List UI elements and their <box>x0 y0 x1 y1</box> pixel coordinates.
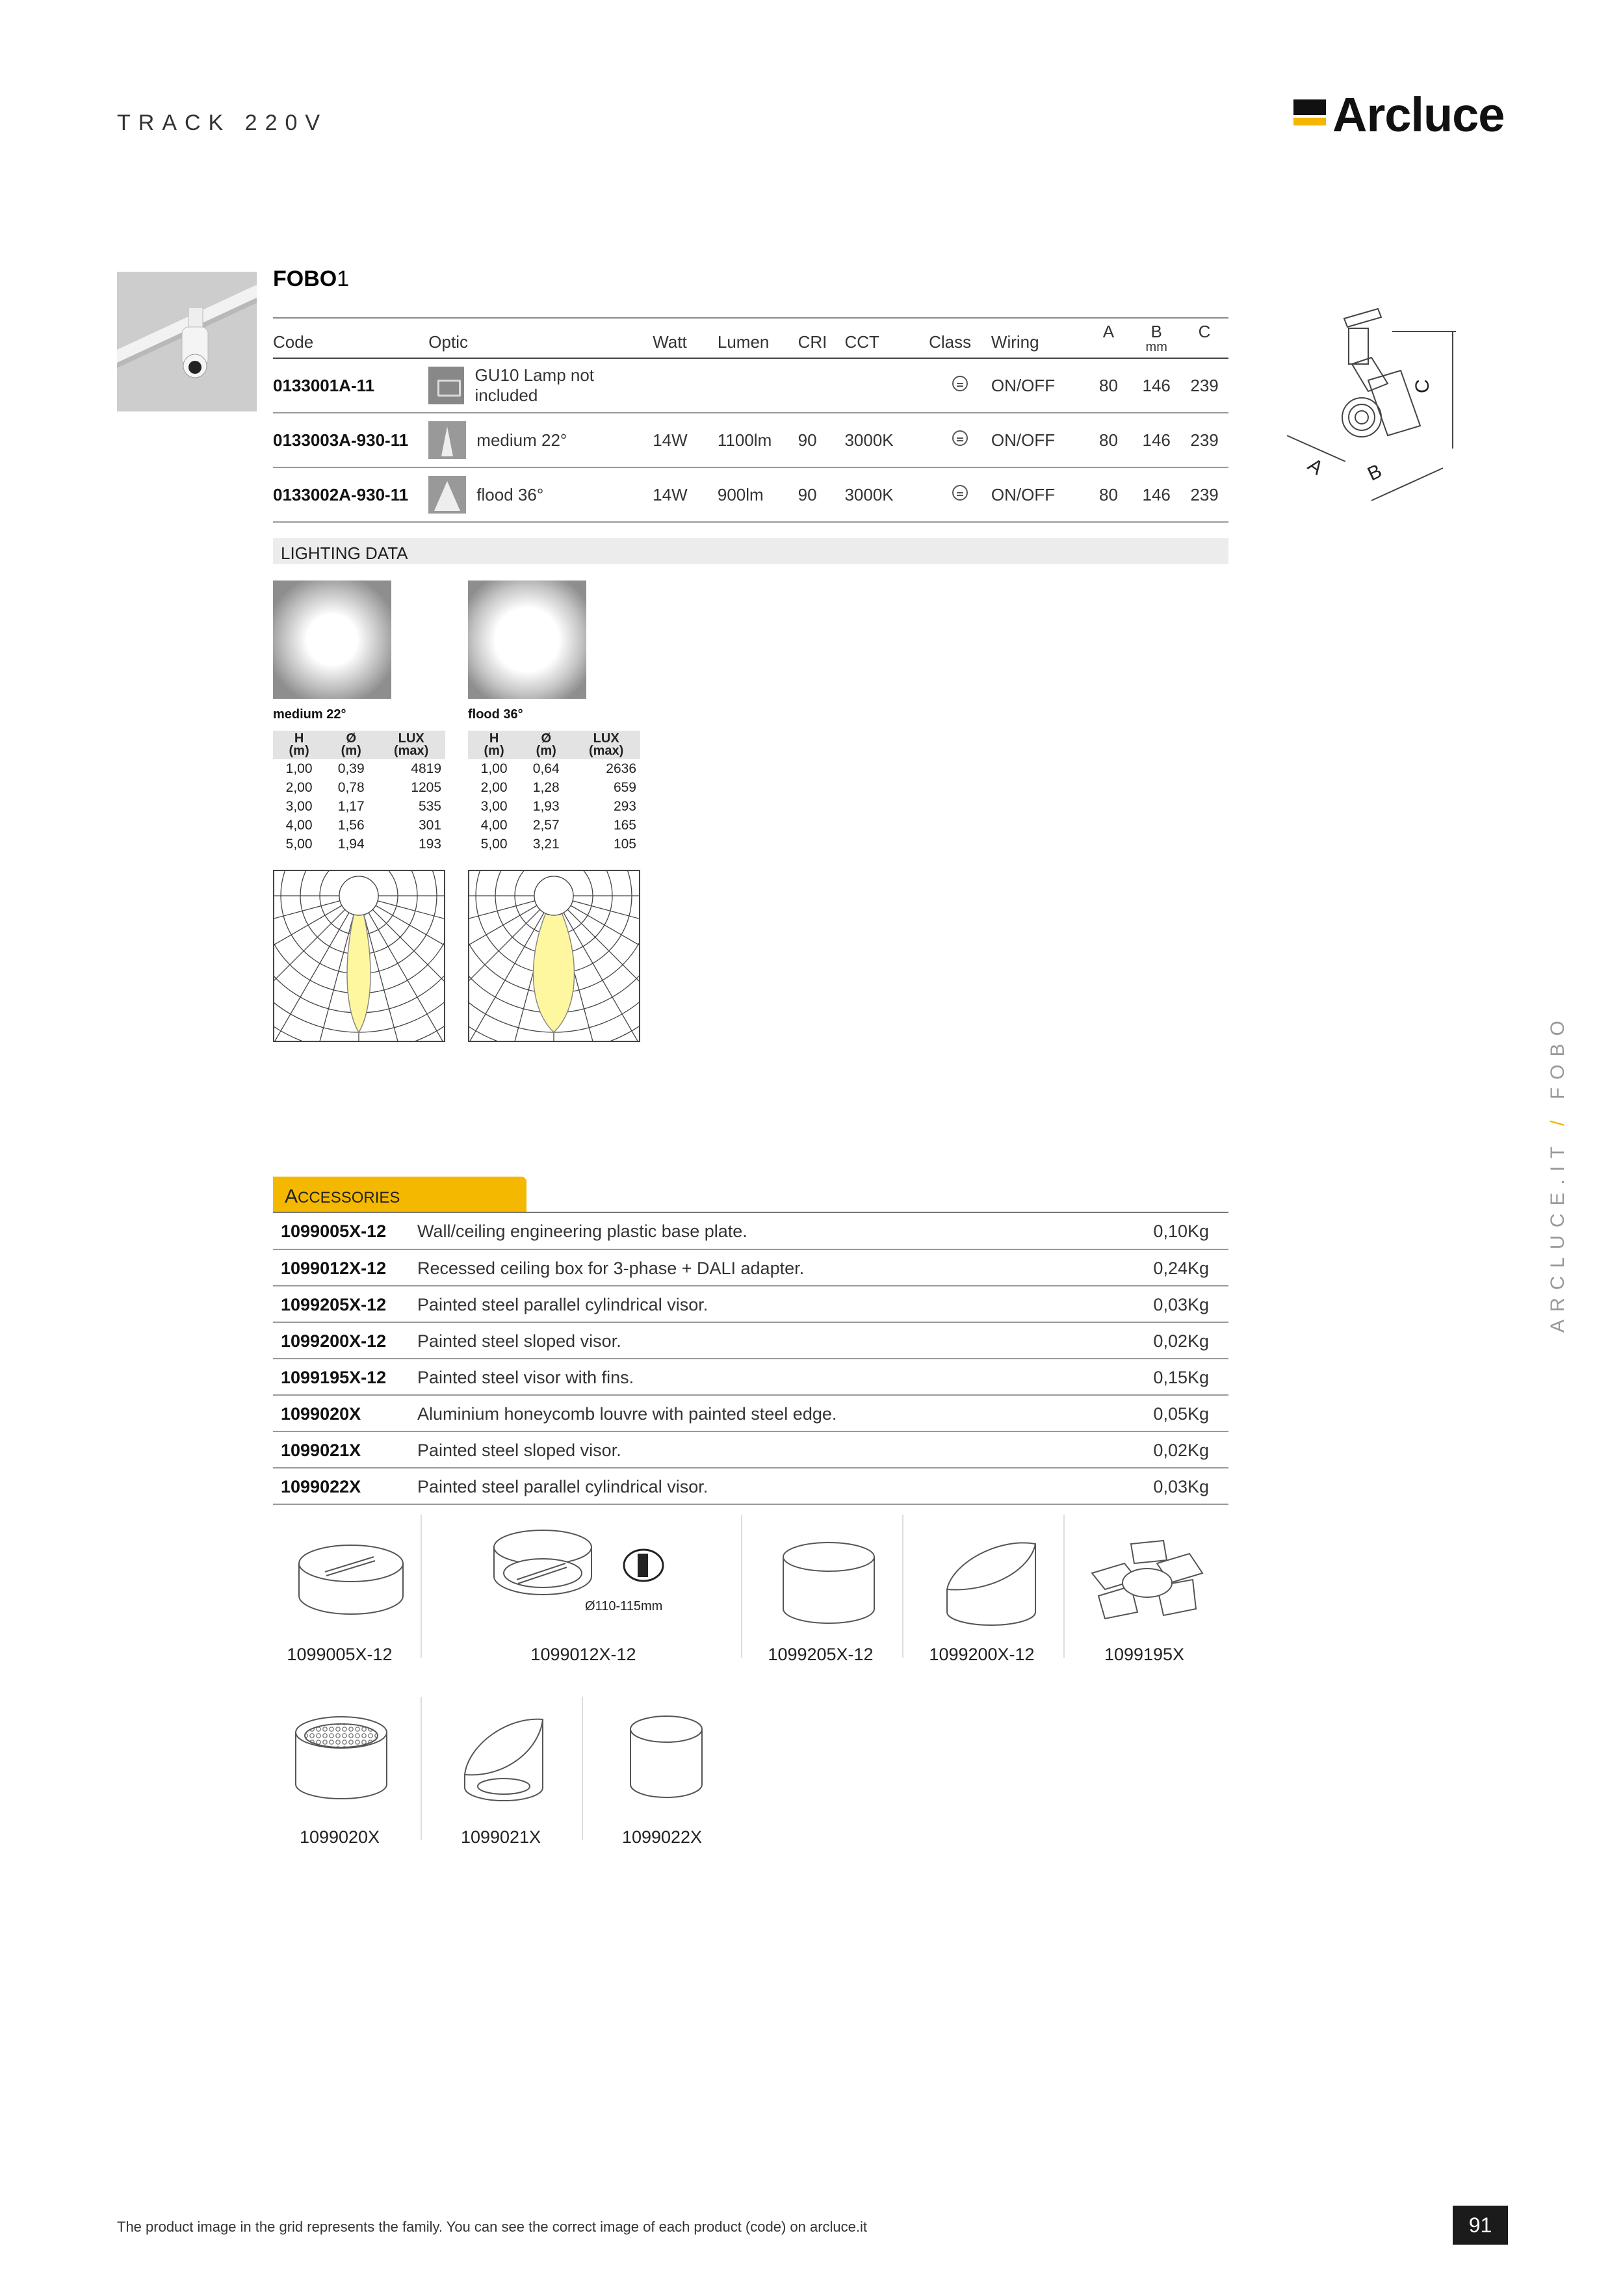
polar-center <box>534 876 573 915</box>
lux-cell: 3,21 <box>532 837 560 852</box>
row-optic <box>428 413 653 467</box>
row-watt: 14W <box>653 467 718 522</box>
flood-beam-icon <box>428 476 466 514</box>
row-a: 80 <box>1085 358 1133 413</box>
gallery-caption: 1099020X <box>299 1827 380 1847</box>
acc-desc: Painted steel visor with fins. <box>417 1359 1105 1395</box>
col-optic: Optic <box>428 318 653 358</box>
gallery-caption: 1099200X-12 <box>929 1645 1035 1664</box>
row-b: 146 <box>1132 413 1180 467</box>
product-name-bold: FOBO <box>273 267 337 291</box>
accessory-base-plate-image <box>286 1528 416 1632</box>
lux-cell: 1,94 <box>337 837 365 852</box>
acc-code: 1099020X <box>273 1395 417 1431</box>
table-row <box>273 1395 1228 1431</box>
logo-text: Arcluce <box>1332 88 1505 142</box>
lux-cell: 293 <box>613 799 636 814</box>
table-row <box>273 778 445 797</box>
table-row <box>273 1213 1228 1249</box>
acc-weight: 0,05Kg <box>1105 1395 1228 1431</box>
table-row <box>468 797 640 816</box>
ground-class-icon <box>952 430 968 446</box>
lux-cell: 0,64 <box>532 761 560 776</box>
section-title: TRACK 220V <box>117 111 328 135</box>
lux-cell: 4819 <box>411 761 441 776</box>
table-row <box>273 1359 1228 1395</box>
polar-diagram-medium <box>273 870 445 1042</box>
row-optic <box>428 467 653 522</box>
lux-cell: 193 <box>418 837 441 852</box>
row-wiring: ON/OFF <box>991 358 1085 413</box>
beam-photo-medium <box>273 581 391 699</box>
lux-cell: 5,00 <box>480 837 508 852</box>
table-row <box>273 759 445 778</box>
gallery-caption: 1099022X <box>621 1827 703 1847</box>
row-b: 146 <box>1132 467 1180 522</box>
col-b-label: B <box>1150 322 1162 341</box>
beam-photo-flood <box>468 581 586 699</box>
gallery-caption: 1099205X-12 <box>768 1645 874 1664</box>
polar-center <box>339 876 378 915</box>
lux-col-lux <box>377 731 445 759</box>
row-a: 80 <box>1085 467 1133 522</box>
accessories-table <box>273 1213 1228 1505</box>
lux-lux-unit: (max) <box>588 744 624 758</box>
product-name <box>273 267 349 292</box>
accessories-heading-first: A <box>285 1186 298 1207</box>
medium-beam-icon <box>428 421 466 459</box>
acc-weight: 0,15Kg <box>1105 1359 1228 1395</box>
dim-label-c: C <box>1412 379 1433 393</box>
lux-cell: 4,00 <box>285 818 313 833</box>
lux-lux-unit: (max) <box>393 744 429 758</box>
lux-d-unit: (m) <box>536 744 556 758</box>
col-code: Code <box>273 318 428 358</box>
acc-code: 1099021X <box>273 1431 417 1468</box>
lux-cell: 301 <box>418 818 441 833</box>
lux-table-flood <box>468 731 640 854</box>
product-thumbnail <box>117 272 257 411</box>
acc-desc: Painted steel sloped visor. <box>417 1431 1105 1468</box>
col-lumen: Lumen <box>718 318 798 358</box>
lux-cell: 1205 <box>411 780 441 795</box>
row-code: 0133002A-930-11 <box>273 467 428 522</box>
acc-desc: Wall/ceiling engineering plastic base plate. <box>417 1213 1105 1249</box>
row-class <box>929 467 991 522</box>
side-site: ARCLUCE.IT <box>1547 1139 1568 1333</box>
row-c: 239 <box>1180 413 1228 467</box>
table-row <box>468 778 640 797</box>
row-wiring: ON/OFF <box>991 413 1085 467</box>
lux-cell: 1,28 <box>532 780 560 795</box>
lamp-icon <box>428 367 464 404</box>
beam-label-medium: medium 22° <box>273 707 346 722</box>
lux-cell: 1,00 <box>285 761 313 776</box>
logo-mark <box>1293 99 1326 115</box>
lux-cell: 2,00 <box>285 780 313 795</box>
lux-cell: 3,00 <box>285 799 313 814</box>
side-separator: / <box>1547 1112 1568 1126</box>
acc-code: 1099022X <box>273 1468 417 1504</box>
table-row <box>273 1249 1228 1286</box>
polar-diagram-flood <box>468 870 640 1042</box>
lux-lux: LUX <box>398 731 424 746</box>
col-class: Class <box>929 318 991 358</box>
row-class <box>929 358 991 413</box>
accessory-cylindrical-visor-image <box>777 1534 881 1638</box>
accessory-sloped-visor-small-image <box>455 1710 552 1814</box>
acc-desc: Painted steel parallel cylindrical visor. <box>417 1468 1105 1504</box>
row-class <box>929 413 991 467</box>
col-watt: Watt <box>653 318 718 358</box>
col-cri: CRI <box>798 318 845 358</box>
optic-label: medium 22° <box>476 430 567 450</box>
lux-table-medium <box>273 731 445 854</box>
divider <box>741 1515 742 1658</box>
table-row <box>273 1468 1228 1504</box>
footer-note: The product image in the grid represents the family. You can see the correct image of each product (code) on arcluce.it <box>117 2219 868 2235</box>
accessory-sloped-visor-image <box>939 1531 1043 1635</box>
acc-weight: 0,10Kg <box>1105 1213 1228 1249</box>
lux-d: Ø <box>541 731 552 746</box>
row-lumen: 900lm <box>718 467 798 522</box>
acc-weight: 0,02Kg <box>1105 1322 1228 1359</box>
acc-code: 1099205X-12 <box>273 1286 417 1322</box>
divider <box>582 1697 583 1840</box>
side-label <box>1547 1013 1569 1333</box>
lux-d: Ø <box>346 731 357 746</box>
divider <box>902 1515 903 1658</box>
beam-label-flood: flood 36° <box>468 707 523 722</box>
lux-h-unit: (m) <box>289 744 309 758</box>
row-cri: 90 <box>798 413 845 467</box>
table-row <box>273 358 1228 413</box>
col-b <box>1132 318 1180 358</box>
lux-h-unit: (m) <box>484 744 504 758</box>
optic-label: flood 36° <box>476 484 544 504</box>
lux-cell: 4,00 <box>480 818 508 833</box>
logo-mark-accent <box>1293 118 1326 125</box>
side-family: FOBO <box>1547 1013 1568 1100</box>
row-watt <box>653 358 718 413</box>
divider <box>421 1697 422 1840</box>
row-cct <box>844 358 929 413</box>
table-row <box>273 413 1228 467</box>
row-c: 239 <box>1180 358 1228 413</box>
acc-desc: Painted steel sloped visor. <box>417 1322 1105 1359</box>
lux-col-h <box>273 731 325 759</box>
col-a <box>1085 318 1133 358</box>
acc-code: 1099005X-12 <box>273 1213 417 1249</box>
lux-header-row <box>468 731 640 759</box>
divider <box>1063 1515 1065 1658</box>
row-lumen: 1100lm <box>718 413 798 467</box>
lighting-data-heading: LIGHTING DATA <box>273 538 1228 564</box>
table-row <box>468 835 640 854</box>
col-a-label: A <box>1102 322 1115 341</box>
lux-cell: 1,17 <box>337 799 365 814</box>
row-cct: 3000K <box>844 467 929 522</box>
acc-code: 1099012X-12 <box>273 1249 417 1286</box>
col-wiring: Wiring <box>991 318 1085 358</box>
lux-cell: 535 <box>418 799 441 814</box>
table-row <box>468 816 640 835</box>
col-c <box>1180 318 1228 358</box>
lux-col-d <box>325 731 377 759</box>
table-row <box>273 816 445 835</box>
hole-size-note: Ø110-115mm <box>585 1599 663 1613</box>
lux-cell: 5,00 <box>285 837 313 852</box>
product-name-suffix: 1 <box>337 267 350 291</box>
lux-header-row <box>273 731 445 759</box>
lux-h: H <box>489 731 499 746</box>
acc-weight: 0,03Kg <box>1105 1468 1228 1504</box>
acc-weight: 0,24Kg <box>1105 1249 1228 1286</box>
row-lumen <box>718 358 798 413</box>
brand-logo[interactable] <box>1293 88 1514 143</box>
acc-weight: 0,03Kg <box>1105 1286 1228 1322</box>
acc-desc: Recessed ceiling box for 3-phase + DALI adapter. <box>417 1249 1105 1286</box>
acc-desc: Painted steel parallel cylindrical visor. <box>417 1286 1105 1322</box>
table-row <box>273 835 445 854</box>
table-row <box>273 797 445 816</box>
row-code: 0133001A-11 <box>273 358 428 413</box>
table-row <box>273 1322 1228 1359</box>
accessory-honeycomb-louvre-image <box>289 1706 393 1810</box>
col-cct: CCT <box>844 318 929 358</box>
row-b: 146 <box>1132 358 1180 413</box>
optic-label: GU10 Lamp not included <box>474 365 595 405</box>
lux-cell: 1,56 <box>337 818 365 833</box>
lux-cell: 2,57 <box>532 818 560 833</box>
table-row <box>273 1286 1228 1322</box>
gallery-caption: 1099195X <box>1104 1645 1185 1664</box>
row-watt: 14W <box>653 413 718 467</box>
gallery-caption: 1099021X <box>460 1827 541 1847</box>
ground-class-icon <box>952 485 968 501</box>
row-optic <box>428 358 653 413</box>
spec-header-row <box>273 318 1228 358</box>
acc-code: 1099200X-12 <box>273 1322 417 1359</box>
accessories-heading <box>273 1177 526 1212</box>
lux-cell: 0,39 <box>337 761 365 776</box>
accessories-heading-rest: CCESSORIES <box>298 1189 400 1207</box>
ground-class-icon <box>952 376 968 391</box>
row-cri <box>798 358 845 413</box>
lux-cell: 659 <box>613 780 636 795</box>
lux-col-d <box>520 731 572 759</box>
lux-d-unit: (m) <box>341 744 361 758</box>
lux-lux: LUX <box>593 731 619 746</box>
row-a: 80 <box>1085 413 1133 467</box>
lux-cell: 1,00 <box>480 761 508 776</box>
lux-h: H <box>294 731 304 746</box>
recess-hole-icon <box>621 1546 666 1585</box>
row-c: 239 <box>1180 467 1228 522</box>
accessory-cylindrical-visor-small-image <box>621 1706 712 1810</box>
gallery-caption: 1099012X-12 <box>530 1645 636 1664</box>
table-row <box>273 1431 1228 1468</box>
lux-cell: 105 <box>613 837 636 852</box>
acc-weight: 0,02Kg <box>1105 1431 1228 1468</box>
lux-cell: 1,93 <box>532 799 560 814</box>
table-row <box>273 467 1228 522</box>
dimension-diagram <box>1274 306 1456 514</box>
gallery-caption: 1099005X-12 <box>287 1645 393 1664</box>
lux-cell: 0,78 <box>337 780 365 795</box>
row-cct: 3000K <box>844 413 929 467</box>
lux-cell: 3,00 <box>480 799 508 814</box>
row-cri: 90 <box>798 467 845 522</box>
lux-col-h <box>468 731 520 759</box>
dim-label-a: A <box>1303 454 1327 480</box>
acc-code: 1099195X-12 <box>273 1359 417 1395</box>
lux-cell: 165 <box>613 818 636 833</box>
acc-desc: Aluminium honeycomb louvre with painted steel edge. <box>417 1395 1105 1431</box>
lux-cell: 2,00 <box>480 780 508 795</box>
divider <box>421 1515 422 1658</box>
page-number: 91 <box>1453 2206 1508 2245</box>
lux-col-lux <box>572 731 640 759</box>
col-c-label: C <box>1198 322 1211 341</box>
spec-table <box>273 317 1228 523</box>
accessory-finned-visor-image <box>1085 1537 1209 1622</box>
row-wiring: ON/OFF <box>991 467 1085 522</box>
lux-cell: 2636 <box>606 761 636 776</box>
table-row <box>468 759 640 778</box>
row-code: 0133003A-930-11 <box>273 413 428 467</box>
dim-label-b: B <box>1364 460 1386 486</box>
unit-mm: mm <box>1145 340 1167 354</box>
